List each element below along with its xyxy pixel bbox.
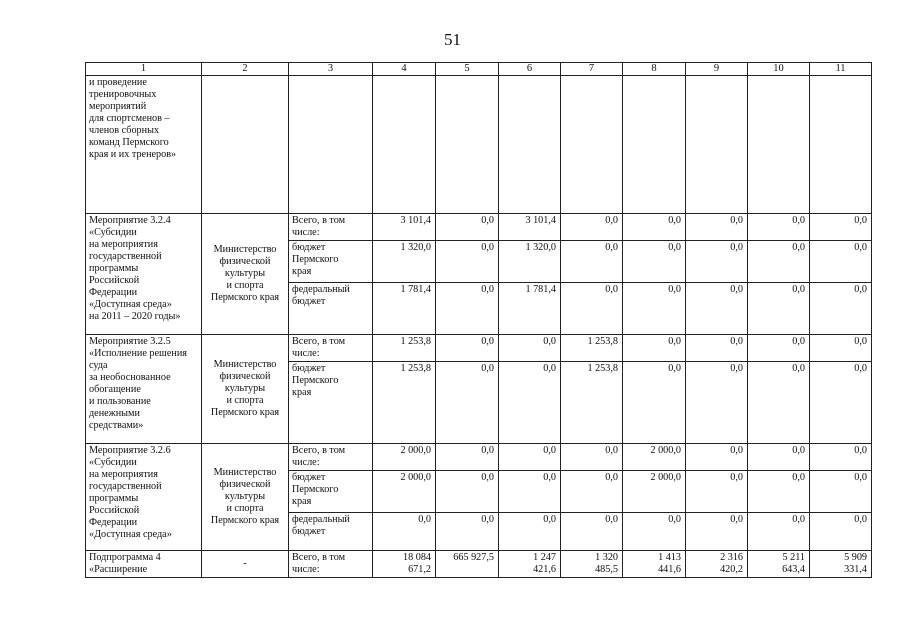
column-header: 4 [373,63,436,76]
executor: Министерство физической культуры и спорта Пермского края [202,214,289,335]
amount-cell: 1 781,4 [499,283,561,335]
amount-cell: 0,0 [810,214,872,241]
amount-cell: 0,0 [436,214,499,241]
amount-cell: 2 000,0 [373,471,436,513]
column-header: 8 [623,63,686,76]
funding-source: Всего, в том числе: [289,444,373,471]
amount-cell: 0,0 [436,444,499,471]
funding-source: федеральный бюджет [289,513,373,551]
column-header: 11 [810,63,872,76]
amount-cell: 0,0 [623,214,686,241]
amount-cell: 0,0 [623,513,686,551]
amount-cell: 0,0 [623,241,686,283]
amount-cell: 1 253,8 [373,362,436,444]
column-header: 9 [686,63,748,76]
amount-cell: 0,0 [373,513,436,551]
amount-cell: 1 320,0 [499,241,561,283]
amount-cell: 0,0 [499,513,561,551]
amount-cell: 0,0 [561,241,623,283]
continuation-text: и проведение тренировочных мероприятий для спортсменов – членов сборных команд Пермского края и их тренеров» [86,76,202,214]
column-header: 6 [499,63,561,76]
amount-cell: 0,0 [748,444,810,471]
amount-cell: 0,0 [436,241,499,283]
funding-source: бюджет Пермского края [289,471,373,513]
funding-source: бюджет Пермского края [289,241,373,283]
amount-cell: 1 781,4 [373,283,436,335]
column-header: 3 [289,63,373,76]
amount-cell: 0,0 [748,471,810,513]
amount-cell: 0,0 [686,283,748,335]
table-row [86,335,872,362]
budget-table [85,62,872,578]
amount-cell: 0,0 [561,283,623,335]
executor: Министерство физической культуры и спорта Пермского края [202,444,289,551]
amount-cell: 3 101,4 [499,214,561,241]
amount-cell: 0,0 [686,362,748,444]
amount-cell: 1 247 421,6 [499,551,561,578]
amount-cell: 0,0 [748,241,810,283]
amount-cell: 0,0 [686,444,748,471]
amount-cell: 0,0 [436,362,499,444]
amount-cell: 1 253,8 [561,362,623,444]
activity-name: Мероприятие 3.2.5 «Исполнение решения суда за необоснованное обогащение и пользование денежными средствами» [86,335,202,444]
amount-cell: 1 320,0 [373,241,436,283]
amount-cell: 18 084 671,2 [373,551,436,578]
amount-cell: 0,0 [436,471,499,513]
amount-cell: 0,0 [561,444,623,471]
amount-cell: 0,0 [436,335,499,362]
amount-cell: 1 253,8 [373,335,436,362]
amount-cell: 0,0 [499,362,561,444]
amount-cell: 0,0 [810,444,872,471]
amount-cell: 0,0 [810,335,872,362]
amount-cell: 0,0 [499,335,561,362]
amount-cell: 2 000,0 [373,444,436,471]
column-header: 1 [86,63,202,76]
funding-source: бюджет Пермского края [289,362,373,444]
activity-name: Мероприятие 3.2.6 «Субсидии на мероприятия государственной программы Российской Федерации «Доступная среда» [86,444,202,551]
amount-cell: 0,0 [810,283,872,335]
amount-cell: 1 253,8 [561,335,623,362]
amount-cell: 0,0 [748,513,810,551]
amount-cell: 0,0 [686,335,748,362]
amount-cell: 0,0 [623,283,686,335]
amount-cell: 0,0 [810,471,872,513]
header-row [86,63,872,76]
amount-cell: 0,0 [436,513,499,551]
funding-source: Всего, в том числе: [289,335,373,362]
column-header: 7 [561,63,623,76]
column-header: 2 [202,63,289,76]
amount-cell: 0,0 [810,241,872,283]
amount-cell: 0,0 [748,214,810,241]
funding-source: Всего, в том числе: [289,214,373,241]
continuation-row [86,76,872,214]
amount-cell: 0,0 [499,471,561,513]
amount-cell: 2 000,0 [623,444,686,471]
amount-cell: 0,0 [748,335,810,362]
executor: - [202,551,289,578]
amount-cell: 0,0 [561,471,623,513]
amount-cell: 3 101,4 [373,214,436,241]
amount-cell: 0,0 [686,241,748,283]
executor: Министерство физической культуры и спорта Пермского края [202,335,289,444]
amount-cell: 0,0 [623,362,686,444]
amount-cell: 0,0 [561,214,623,241]
table-row [86,444,872,471]
amount-cell: 0,0 [686,471,748,513]
amount-cell: 0,0 [748,362,810,444]
table-row [86,214,872,241]
amount-cell: 2 000,0 [623,471,686,513]
amount-cell: 2 316 420,2 [686,551,748,578]
funding-source: Всего, в том числе: [289,551,373,578]
column-header: 5 [436,63,499,76]
amount-cell: 0,0 [436,283,499,335]
amount-cell: 0,0 [810,513,872,551]
amount-cell: 0,0 [686,214,748,241]
amount-cell: 5 211 643,4 [748,551,810,578]
amount-cell: 0,0 [686,513,748,551]
page-number: 51 [444,30,461,49]
amount-cell: 0,0 [623,335,686,362]
amount-cell: 1 413 441,6 [623,551,686,578]
amount-cell: 665 927,5 [436,551,499,578]
amount-cell: 0,0 [748,283,810,335]
activity-name: Мероприятие 3.2.4 «Субсидии на мероприятия государственной программы Российской Федерации «Доступная среда» на 2011 – 2020 годы» [86,214,202,335]
activity-name: Подпрограмма 4 «Расширение [86,551,202,578]
amount-cell: 0,0 [499,444,561,471]
amount-cell: 0,0 [561,513,623,551]
amount-cell: 0,0 [810,362,872,444]
amount-cell: 5 909 331,4 [810,551,872,578]
column-header: 10 [748,63,810,76]
funding-source: федеральный бюджет [289,283,373,335]
table-row [86,551,872,578]
amount-cell: 1 320 485,5 [561,551,623,578]
